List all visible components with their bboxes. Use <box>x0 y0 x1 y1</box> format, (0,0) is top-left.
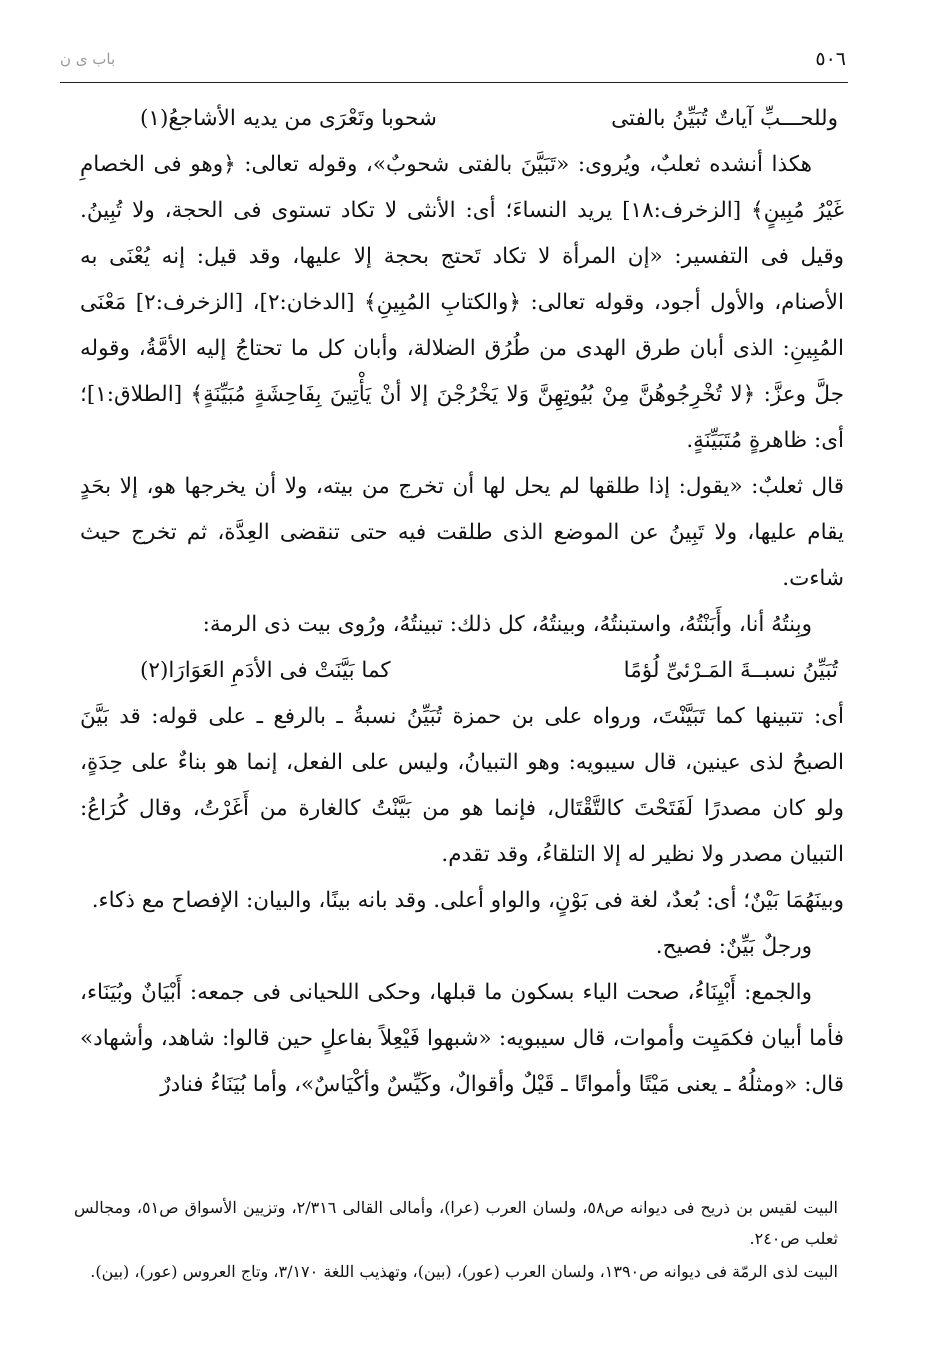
page-number: ٥٠٦ <box>815 48 846 70</box>
verse-line-2 <box>80 648 844 694</box>
header-rule <box>60 82 848 83</box>
verse-1-second-hemistich: شحوبا وتَعْرَى من يديه الأشاجعُ(١) <box>140 106 437 131</box>
main-text <box>80 96 844 1108</box>
verse-2-first-hemistich: تُبَيِّنُ نسبــةَ المَـرْئىِّ لُؤمًا <box>623 658 838 683</box>
footnote-1: البيت لقيس بن ذريح فى ديوانه ص٥٨، ولسان العرب (عرا)، وأمالى القالى ٢/٣١٦، وتزيين الأسواق ص٥١، ومجالس ثعلب ص٢٤٠. <box>74 1198 839 1248</box>
paragraph: قال ثعلبٌ: «يقول: إذا طلقها لم يحل لها أن تخرج من بيته، ولا أن يخرجها هو، إلا بحَدٍ يقام عليها، ولا تَبِينُ عن الموضع الذى طلقت فيه حتى تنقضى العِدَّة، ثم تخرج حيث شاءت. <box>80 474 844 591</box>
footnotes <box>74 1192 838 1289</box>
running-head: باب ى ن <box>60 50 116 68</box>
paragraph: وبينَهُمَا بَيْنٌ؛ أى: بُعدٌ، لغة فى بَوْنٍ، والواو أعلى. وقد بانه بينًا، والبيان: الإفصاح مع ذكاء. <box>91 888 844 913</box>
paragraph: أى: تتبينها كما تَبَيَّنْتَ، ورواه على بن حمزة تُبَيِّنُ نسبةُ ـ بالرفع ـ على قوله: قد بَيَّنَ الصبحُ لذى عينين، قال سيبويه: وهو التبيانُ، وليس على الفعل، إنما هو بناءٌ على حِدَةٍ، ولو كان مصدرًا لَفَتَحْتَ كالتَّقْتَال، فإنما هو من بَيَّنْتُ كالغارة من أَغَرْتُ، وقال كُرَاعُ: التبيان مصدر ولا نظير له إلا التلقاءُ، وقد تقدم. <box>80 704 844 867</box>
verse-line-1 <box>80 96 844 142</box>
paragraph: والجمع: أَبْيِنَاءُ، صحت الياء بسكون ما قبلها، وحكى اللحيانى فى جمعه: أَبْيَانٌ وبُيَنَاء، فأما أبيان فكمَيِت وأموات، قال سيبويه: «شبهوا فَيْعِلاً بفاعلٍ حين قالوا: شاهد، وأشهاد» قال: «ومثلُهُ ـ يعنى مَيْتًا وأمواتًا ـ قَيْلٌ وأقوالٌ، وكَيِّسٌ وأكْيَاسٌ»، وأما بُيَنَاءُ فنادرٌ <box>80 980 844 1097</box>
paragraph: ورجلٌ بَيِّنٌ: فصيح. <box>655 934 812 959</box>
verse-1-first-hemistich: وللحـــبِّ آياتٌ تُبَيِّنُ بالفتى <box>611 106 838 131</box>
page-header <box>60 48 846 74</box>
paragraph: هكذا أنشده ثعلبٌ، ويُروى: «تَبَيَّنَ بالفتى شحوبٌ»، وقوله تعالى: ﴿وهو فى الخصامِ غَيْرُ مُبِينٍ﴾ [الزخرف:١٨] يريد النساءَ؛ أى: الأنثى لا تكاد تستوى فى الحجة، ولا تُبِينُ. وقيل فى التفسير: «إن المرأة لا تكاد تَحتج بحجة إلا عليها، وقد قيل: إنه يُعْنَى به الأصنام، والأول أجود، وقوله تعالى: ﴿والكتابِ المُبِينِ﴾ [الدخان:٢]، [الزخرف:٢] مَعْنَى المُبِينِ: الذى أبان طرق الهدى من طُرُق الضلالة، وأبان كل ما تحتاجُ إليه الأمَّةُ، وقوله جلَّ وعزَّ: ﴿لا تُخْرِجُوهُنَّ مِنْ بُيُوتِهِنَّ وَلا يَخْرُجْنَ إلا أنْ يَأْتِينَ بِفَاحِشَةٍ مُبَيِّنَةٍ﴾ [الطلاق:١]؛ أى: ظاهرةٍ مُتَبَيِّنَةٍ. <box>80 152 844 453</box>
paragraph: وبِنتُهُ أنا، وأَبَنْتُهُ، واستبنتُهُ، وبينتُهُ، كل ذلك: تبينتُهُ، ورُوى بيت ذى الرمة: <box>202 612 812 637</box>
footnote-2: البيت لذى الرمّة فى ديوانه ص١٣٩٠، ولسان العرب (عور)، (بين)، وتهذيب اللغة ٣/١٧٠، وتاج العروس (عور)، (بين). <box>90 1262 838 1281</box>
verse-2-second-hemistich: كما بَيَّنَتْ فى الأدَمِ العَوَارَا(٢) <box>140 658 391 683</box>
